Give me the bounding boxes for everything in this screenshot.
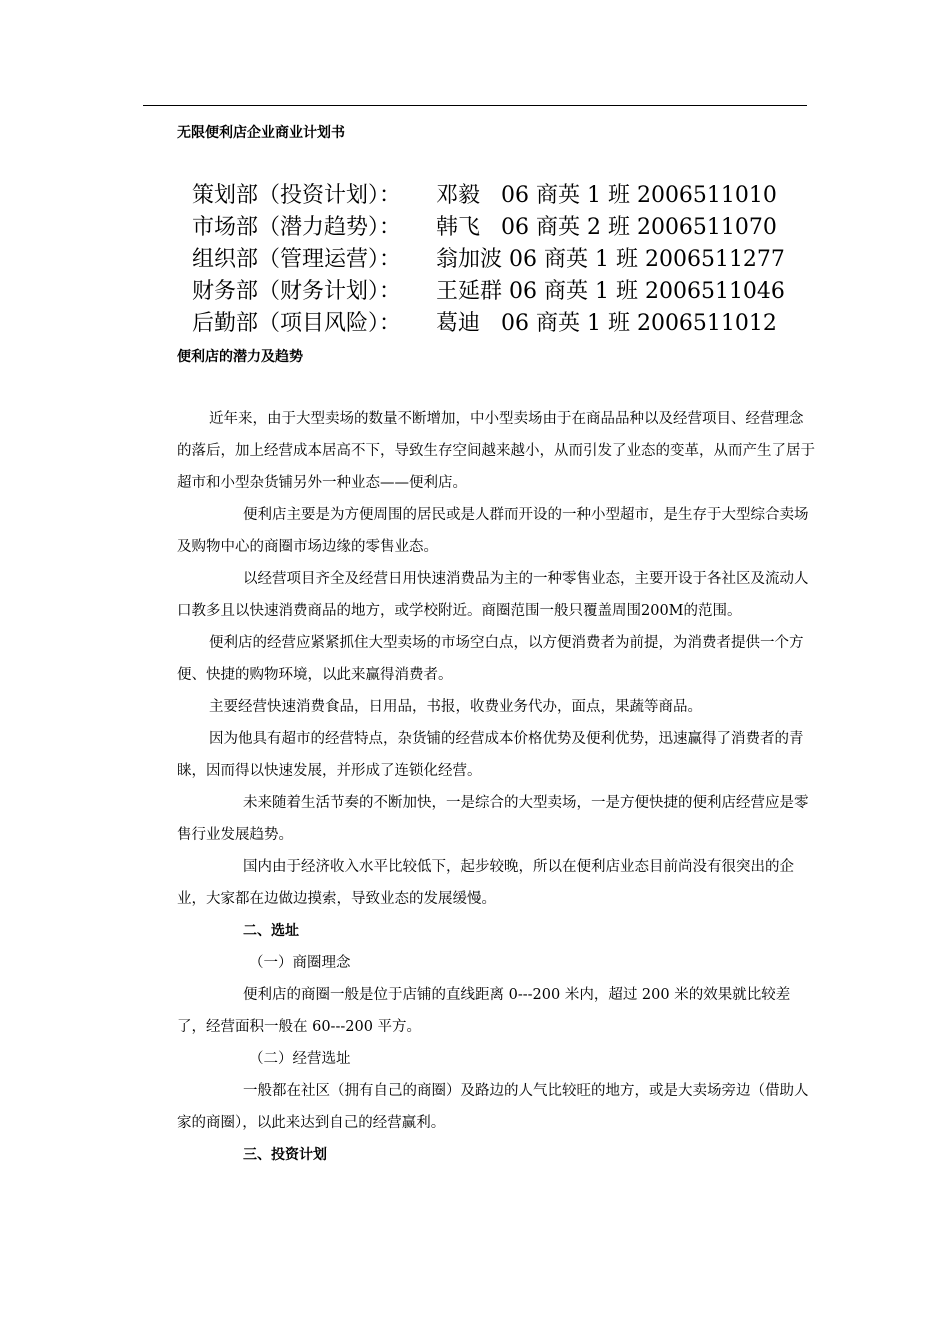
paragraph: 近年来，由于大型卖场的数量不断增加，中小型卖场由于在商品品种以及经营项目、经营理念的落后，加上经营成本居高不下，导致生存空间越来越小，从而引发了业态的变革，从而产生了居于超市和小型杂货铺另外一种业态——便利店。 [177, 411, 815, 491]
paragraph: 因为他具有超市的经营特点，杂货铺的经营成本价格优势及便利优势，迅速赢得了消费者的青睐，因而得以快速发展，并形成了连锁化经营。 [177, 731, 804, 779]
document-body [177, 403, 817, 1171]
member-line [192, 276, 785, 308]
paragraph: 便利店的经营应紧紧抓住大型卖场的市场空白点，以方便消费者为前提，为消费者提供一个方便、快捷的购物环境，以此来赢得消费者。 [177, 635, 804, 683]
member-dept: 市场部（潜力趋势）： [192, 215, 402, 240]
member-line [192, 212, 777, 244]
paragraph: 一般都在社区（拥有自己的商圈）及路边的人气比较旺的地方，或是大卖场旁边（借助人家的商圈），以此来达到自己的经营赢利。 [177, 1083, 809, 1131]
member-line [192, 180, 777, 212]
member-dept: 财务部（财务计划）： [192, 279, 402, 304]
member-info: 葛迪 06 商英 1 班 2006511012 [436, 311, 777, 336]
member-info: 王延群 06 商英 1 班 2006511046 [436, 279, 785, 304]
subsection-heading: （二）经营选址 [249, 1051, 351, 1067]
member-info: 韩飞 06 商英 2 班 2006511070 [436, 215, 777, 240]
section-heading: 二、选址 [243, 923, 299, 939]
paragraph: 以经营项目齐全及经营日用快速消费品为主的一种零售业态，主要开设于各社区及流动人口教多且以快速消费商品的地方，或学校附近。商圈范围一般只覆盖周围200M的范围。 [177, 571, 809, 619]
paragraph: 国内由于经济收入水平比较低下，起步较晚，所以在便利店业态目前尚没有很突出的企业，大家都在边做边摸索，导致业态的发展缓慢。 [177, 859, 794, 907]
paragraph: 主要经营快速消费食品，日用品，书报，收费业务代办，面点，果蔬等商品。 [209, 699, 702, 715]
member-dept: 组织部（管理运营）： [192, 247, 402, 272]
header-rule [143, 105, 807, 106]
member-line [192, 244, 785, 276]
member-dept: 策划部（投资计划）： [192, 183, 402, 208]
member-info: 翁加波 06 商英 1 班 2006511277 [436, 247, 785, 272]
document-title: 无限便利店企业商业计划书 [177, 125, 345, 141]
paragraph: 便利店的商圈一般是位于店铺的直线距离 0---200 米内，超过 200 米的效果就比较差了，经营面积一般在 60---200 平方。 [177, 987, 791, 1035]
section-heading: 便利店的潜力及趋势 [177, 349, 303, 365]
paragraph: 便利店主要是为方便周围的居民或是人群而开设的一种小型超市，是生存于大型综合卖场及购物中心的商圈市场边缘的零售业态。 [177, 507, 809, 555]
section-heading: 三、投资计划 [243, 1147, 327, 1163]
member-line [192, 308, 777, 340]
member-info: 邓毅 06 商英 1 班 2006511010 [436, 183, 777, 208]
paragraph: 未来随着生活节奏的不断加快，一是综合的大型卖场，一是方便快捷的便利店经营应是零售行业发展趋势。 [177, 795, 809, 843]
member-dept: 后勤部（项目风险）： [192, 311, 402, 336]
subsection-heading: （一）商圈理念 [249, 955, 351, 971]
